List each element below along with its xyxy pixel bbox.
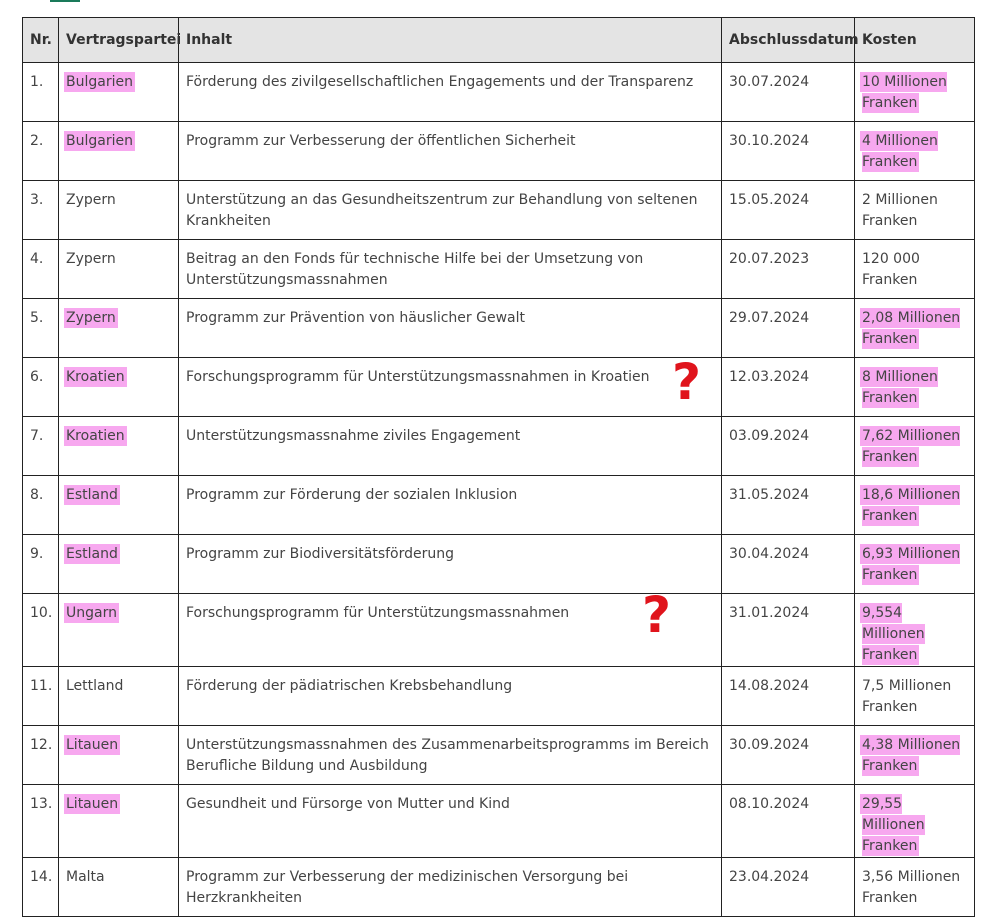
cell-nr (23, 240, 59, 299)
cell-content-text: Programm zur Verbesserung der öffentlichen Sicherheit (186, 133, 576, 149)
cell-cost (855, 122, 975, 181)
cell-date (722, 299, 855, 358)
cell-party (59, 594, 179, 667)
cell-date (722, 785, 855, 858)
cell-nr-text: 3. (30, 192, 44, 208)
cell-party (59, 535, 179, 594)
cell-nr-text: 7. (30, 428, 44, 444)
cell-content-text: Förderung der pädiatrischen Krebsbehandlung (186, 678, 513, 694)
table-row (23, 417, 975, 476)
cell-content (179, 858, 722, 917)
cell-party-text: Zypern (66, 310, 116, 326)
cell-nr-text: 6. (30, 369, 44, 385)
cell-nr-text: 13. (30, 796, 53, 812)
cell-date-text: 15.05.2024 (729, 192, 810, 208)
table-row (23, 594, 975, 667)
top-accent-line (50, 0, 80, 2)
cell-party (59, 240, 179, 299)
contracts-table (22, 17, 975, 917)
cell-party (59, 726, 179, 785)
cell-nr-text: 11. (30, 678, 53, 694)
cell-party (59, 181, 179, 240)
cell-nr-text: 4. (30, 251, 44, 267)
cell-content-text: Beitrag an den Fonds für technische Hilfe bei der Umsetzung von Unterstützungsmassnahmen (186, 251, 644, 288)
cell-date-text: 08.10.2024 (729, 796, 810, 812)
cell-content (179, 353, 722, 417)
cell-cost-text: 18,6 Millionen Franken (862, 487, 961, 524)
cell-nr (23, 858, 59, 917)
table-body (23, 63, 975, 917)
table-row (23, 858, 975, 917)
cell-party (59, 63, 179, 122)
cell-content (179, 122, 722, 181)
table-row (23, 667, 975, 726)
cell-content-text: Forschungsprogramm für Unterstützungsmassnahmen (186, 605, 570, 621)
cell-date (722, 476, 855, 535)
question-mark-icon: ? (642, 586, 672, 644)
cell-party-text: Zypern (66, 251, 116, 267)
cell-date-text: 30.10.2024 (729, 133, 810, 149)
cell-content-text: Gesundheit und Fürsorge von Mutter und Kind (186, 796, 510, 812)
cell-content-text: Programm zur Förderung der sozialen Inklusion (186, 487, 518, 503)
cell-date (722, 240, 855, 299)
cell-nr (23, 667, 59, 726)
cell-party-text: Bulgarien (66, 74, 133, 90)
cell-cost-text: 4,38 Millionen Franken (862, 737, 961, 774)
cell-date (722, 358, 855, 417)
cell-nr-text: 5. (30, 310, 44, 326)
cell-content (179, 594, 722, 667)
cell-content-text: Unterstützungsmassnahme ziviles Engagement (186, 428, 521, 444)
cell-date-text: 31.01.2024 (729, 605, 810, 621)
cell-date (722, 667, 855, 726)
cell-nr-text: 12. (30, 737, 53, 753)
table-row (23, 299, 975, 358)
cell-cost-text: 29,55 Millionen Franken (862, 796, 925, 854)
cell-cost (855, 726, 975, 785)
cell-party-text: Estland (66, 487, 118, 503)
cell-cost-text: 2 Millionen Franken (862, 192, 938, 229)
table-row (23, 63, 975, 122)
header-content: Inhalt (179, 18, 722, 63)
cell-content (179, 667, 722, 726)
cell-content (179, 535, 722, 594)
cell-content-text: Unterstützung an das Gesundheitszentrum zur Behandlung von seltenen Krankheiten (186, 192, 698, 229)
cell-cost (855, 299, 975, 358)
cell-party (59, 417, 179, 476)
cell-nr (23, 63, 59, 122)
cell-content (179, 785, 722, 858)
table-row (23, 785, 975, 858)
cell-cost (855, 358, 975, 417)
cell-party (59, 358, 179, 417)
cell-cost-text: 120 000 Franken (862, 251, 920, 288)
cell-nr-text: 9. (30, 546, 44, 562)
cell-nr (23, 476, 59, 535)
cell-nr (23, 299, 59, 358)
cell-nr-text: 2. (30, 133, 44, 149)
cell-date-text: 14.08.2024 (729, 678, 810, 694)
cell-date-text: 30.04.2024 (729, 546, 810, 562)
cell-nr (23, 417, 59, 476)
cell-nr (23, 594, 59, 667)
cell-content-text: Unterstützungsmassnahmen des Zusammenarbeitsprogramms im Bereich Berufliche Bildung und Ausbildung (186, 737, 709, 774)
cell-party-text: Malta (66, 869, 105, 885)
cell-date-text: 23.04.2024 (729, 869, 810, 885)
cell-content (179, 299, 722, 358)
cell-cost (855, 667, 975, 726)
cell-content (179, 181, 722, 240)
cell-cost (855, 785, 975, 858)
cell-content (179, 240, 722, 299)
cell-cost (855, 594, 975, 667)
cell-party (59, 299, 179, 358)
table-row (23, 726, 975, 785)
header-party: Vertragspartei (59, 18, 179, 63)
cell-date (722, 122, 855, 181)
header-cost: Kosten (855, 18, 975, 63)
cell-cost (855, 63, 975, 122)
cell-date-text: 29.07.2024 (729, 310, 810, 326)
cell-date-text: 03.09.2024 (729, 428, 810, 444)
cell-party-text: Kroatien (66, 369, 125, 385)
cell-party-text: Estland (66, 546, 118, 562)
cell-content (179, 63, 722, 122)
header-nr: Nr. (23, 18, 59, 63)
cell-party-text: Ungarn (66, 605, 117, 621)
cell-cost-text: 4 Millionen Franken (862, 133, 938, 170)
cell-cost-text: 8 Millionen Franken (862, 369, 938, 406)
cell-cost (855, 417, 975, 476)
header-date: Abschlussdatum (722, 18, 855, 63)
cell-party-text: Litauen (66, 737, 119, 753)
table-row (23, 122, 975, 181)
table-header-row (23, 18, 975, 63)
cell-party-text: Litauen (66, 796, 119, 812)
cell-party (59, 122, 179, 181)
question-mark-icon: ? (672, 353, 702, 411)
cell-content-text: Programm zur Verbesserung der medizinischen Versorgung bei Herzkrankheiten (186, 869, 629, 906)
cell-content (179, 726, 722, 785)
cell-nr (23, 358, 59, 417)
cell-date (722, 594, 855, 667)
cell-date-text: 20.07.2023 (729, 251, 810, 267)
cell-content-text: Programm zur Prävention von häuslicher Gewalt (186, 310, 525, 326)
cell-nr-text: 8. (30, 487, 44, 503)
cell-cost-text: 2,08 Millionen Franken (862, 310, 961, 347)
table-row (23, 358, 975, 417)
cell-cost-text: 9,554 Millionen Franken (862, 605, 925, 663)
cell-date (722, 181, 855, 240)
cell-cost-text: 7,5 Millionen Franken (862, 678, 952, 715)
cell-date-text: 12.03.2024 (729, 369, 810, 385)
cell-nr (23, 122, 59, 181)
cell-cost (855, 858, 975, 917)
cell-cost (855, 535, 975, 594)
cell-content (179, 476, 722, 535)
cell-cost (855, 240, 975, 299)
cell-nr-text: 14. (30, 869, 53, 885)
cell-date-text: 30.09.2024 (729, 737, 810, 753)
cell-date-text: 30.07.2024 (729, 74, 810, 90)
cell-cost-text: 10 Millionen Franken (862, 74, 947, 111)
cell-content (179, 417, 722, 476)
cell-date (722, 417, 855, 476)
cell-nr (23, 535, 59, 594)
table-row (23, 476, 975, 535)
cell-party-text: Lettland (66, 678, 124, 694)
cell-nr (23, 181, 59, 240)
cell-date (722, 858, 855, 917)
cell-party (59, 667, 179, 726)
cell-party-text: Kroatien (66, 428, 125, 444)
cell-cost-text: 6,93 Millionen Franken (862, 546, 961, 583)
cell-cost-text: 7,62 Millionen Franken (862, 428, 961, 465)
table-row (23, 535, 975, 594)
cell-nr-text: 1. (30, 74, 44, 90)
cell-cost (855, 476, 975, 535)
cell-nr-text: 10. (30, 605, 53, 621)
cell-party (59, 858, 179, 917)
cell-content-text: Förderung des zivilgesellschaftlichen Engagements und der Transparenz (186, 74, 694, 90)
table-row (23, 181, 975, 240)
cell-party (59, 785, 179, 858)
cell-content-text: Forschungsprogramm für Unterstützungsmassnahmen in Kroatien (186, 369, 650, 385)
cell-cost-text: 3,56 Millionen Franken (862, 869, 961, 906)
cell-date-text: 31.05.2024 (729, 487, 810, 503)
table-row (23, 240, 975, 299)
cell-party (59, 476, 179, 535)
cell-party-text: Bulgarien (66, 133, 133, 149)
cell-date (722, 726, 855, 785)
cell-date (722, 535, 855, 594)
cell-date (722, 63, 855, 122)
cell-cost (855, 181, 975, 240)
cell-nr (23, 785, 59, 858)
cell-content-text: Programm zur Biodiversitätsförderung (186, 546, 455, 562)
cell-party-text: Zypern (66, 192, 116, 208)
cell-nr (23, 726, 59, 785)
